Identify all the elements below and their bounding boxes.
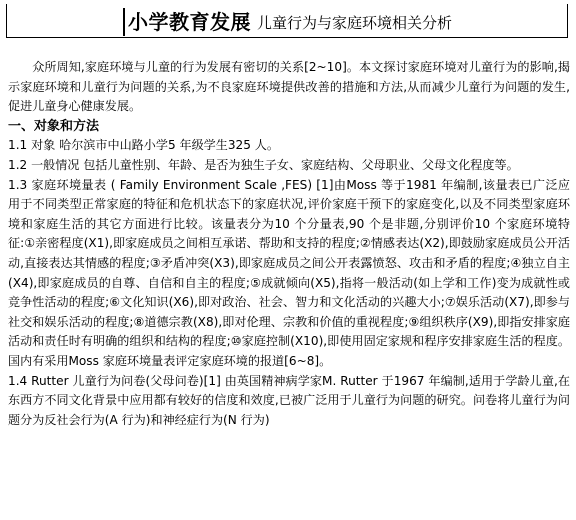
rutter-paragraph: 1.4 Rutter 儿童行为问卷(父母问卷)[1] 由英国精神病学家M. Rutter 于1967 年编制,适用于学龄儿童,在东西方不同文化背景中应用都有较好的信度和效度,已被广泛用于儿童行为问题的研究。问卷将儿童行为问题分为反社会行为(A 行为)和神经症行为(N 行为) xyxy=(8,373,570,427)
section-heading: 一、对象和方法 xyxy=(8,118,100,134)
page-header xyxy=(6,4,568,38)
general-info-paragraph: 1.2 一般情况 包括儿童性别、年龄、是否为独生子女、家庭结构、父母职业、父母文化程度等。 xyxy=(8,157,519,172)
running-title: 儿童行为与家庭环境相关分析 xyxy=(257,14,453,32)
subject-paragraph: 1.1 对象 哈尔滨市中山路小学5 年级学生325 人。 xyxy=(8,138,279,153)
article-body xyxy=(8,58,570,430)
fes-paragraph: 1.3 家庭环境量表 ( Family Environment Scale ,FES) [1]由Moss 等于1981 年编制,该量表已广泛应用于不同类型正常家庭的特征和危机状态下的家庭状况,评价家庭干预下的家庭变化,以及不同类型家庭环境和家庭生活的其它方面进行比较。该量表分为10 个分量表,90 个是非题,分别评价10 个家庭环境特征:①亲密程度(X1),即家庭成员之间相互承诺、帮助和支持的程度;②情感表达(X2),即鼓励家庭成员公开活动,直接表达其情感的程度;③矛盾冲突(X3),即家庭成员之间公开表露愤怒、攻击和矛盾的程度;④独立自主(X4),即家庭成员的自尊、自信和自主的程度;⑤成就倾向(X5),指将一般活动(如上学和工作)变为成就性或竞争性活动的程度;⑥文化知识(X6),即对政治、社会、智力和文化活动的兴趣大小;⑦娱乐活动(X7),即参与社交和娱乐活动的程度;⑧道德宗教(X8),即对伦理、宗教和价值的重视程度;⑨组织秩序(X9),即指安排家庭活动和责任时有明确的组织和结构的程度;⑩家庭控制(X10),即使用固定家规和程序安排家庭生活的程度。国内有采用Moss 家庭环境量表评定家庭环境的报道[6~8]。 xyxy=(8,177,570,368)
journal-title: 小学教育发展 xyxy=(123,8,251,36)
intro-paragraph: 众所周知,家庭环境与儿童的行为发展有密切的关系[2~10]。本文探讨家庭环境对儿童行为的影响,揭示家庭环境和儿童行为问题的关系,为不良家庭环境提供改善的措施和方法,从而减少儿童行为问题的发生,促进儿童身心健康发展。 xyxy=(8,60,570,114)
